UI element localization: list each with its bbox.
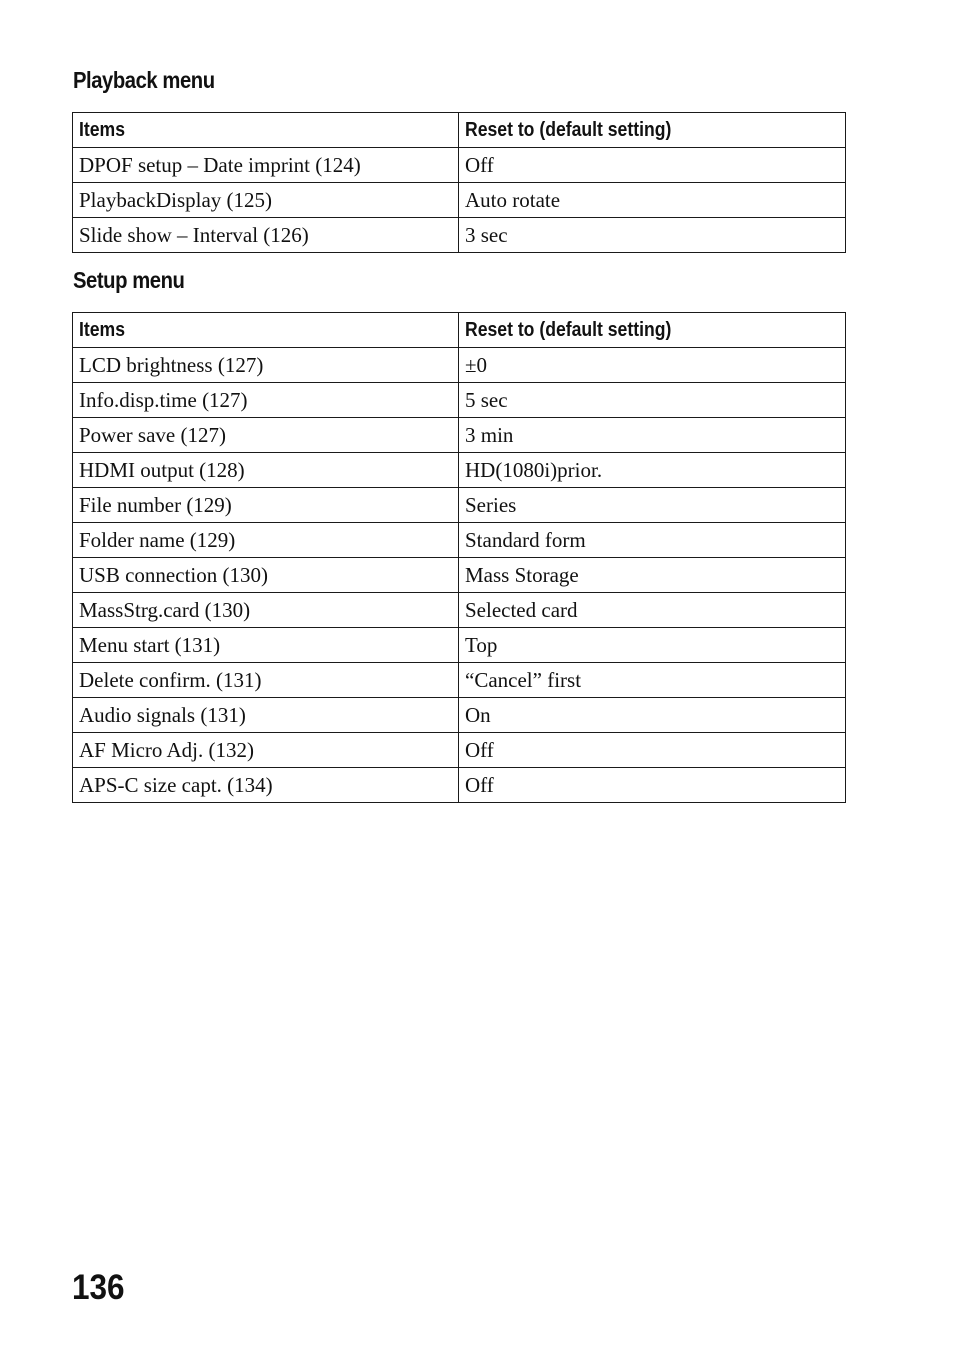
table-row xyxy=(73,698,846,733)
item-cell: AF Micro Adj. (132) xyxy=(73,733,459,768)
table-header-row xyxy=(73,113,846,148)
item-cell: Slide show – Interval (126) xyxy=(73,218,459,253)
default-setting-cell: 5 sec xyxy=(459,383,846,418)
table-row xyxy=(73,453,846,488)
default-setting-cell: ±0 xyxy=(459,348,846,383)
default-setting-cell: Series xyxy=(459,488,846,523)
table-row xyxy=(73,663,846,698)
column-header-default: Reset to (default setting) xyxy=(459,313,846,348)
column-header-items: Items xyxy=(73,313,459,348)
item-cell: HDMI output (128) xyxy=(73,453,459,488)
item-cell: Delete confirm. (131) xyxy=(73,663,459,698)
table-row xyxy=(73,558,846,593)
item-cell: File number (129) xyxy=(73,488,459,523)
table-row xyxy=(73,418,846,453)
item-cell: Menu start (131) xyxy=(73,628,459,663)
default-setting-cell: 3 min xyxy=(459,418,846,453)
table-row xyxy=(73,348,846,383)
item-cell: APS-C size capt. (134) xyxy=(73,768,459,803)
default-setting-cell: Mass Storage xyxy=(459,558,846,593)
item-cell: DPOF setup – Date imprint (124) xyxy=(73,148,459,183)
item-cell: Info.disp.time (127) xyxy=(73,383,459,418)
table-row xyxy=(73,488,846,523)
table-header-row xyxy=(73,313,846,348)
default-setting-cell: 3 sec xyxy=(459,218,846,253)
column-header-default: Reset to (default setting) xyxy=(459,113,846,148)
item-cell: USB connection (130) xyxy=(73,558,459,593)
default-setting-cell: Off xyxy=(459,768,846,803)
item-cell: PlaybackDisplay (125) xyxy=(73,183,459,218)
item-cell: Folder name (129) xyxy=(73,523,459,558)
table-row xyxy=(73,523,846,558)
item-cell: LCD brightness (127) xyxy=(73,348,459,383)
default-setting-cell: Standard form xyxy=(459,523,846,558)
item-cell: Audio signals (131) xyxy=(73,698,459,733)
default-setting-cell: Selected card xyxy=(459,593,846,628)
table-body xyxy=(73,348,846,803)
table-row xyxy=(73,733,846,768)
page-number: 136 xyxy=(72,1268,125,1307)
default-setting-cell: “Cancel” first xyxy=(459,663,846,698)
item-cell: MassStrg.card (130) xyxy=(73,593,459,628)
table-row xyxy=(73,768,846,803)
table-row xyxy=(73,148,846,183)
table-row xyxy=(73,218,846,253)
item-cell: Power save (127) xyxy=(73,418,459,453)
default-setting-cell: Off xyxy=(459,733,846,768)
default-setting-cell: On xyxy=(459,698,846,733)
playback-menu-table xyxy=(72,112,846,253)
table-row xyxy=(73,383,846,418)
setup-menu-title: Setup menu xyxy=(73,267,185,293)
playback-menu-title: Playback menu xyxy=(73,67,215,93)
default-setting-cell: Off xyxy=(459,148,846,183)
default-setting-cell: Top xyxy=(459,628,846,663)
default-setting-cell: HD(1080i)prior. xyxy=(459,453,846,488)
setup-menu-table xyxy=(72,312,846,803)
table-body xyxy=(73,148,846,253)
default-setting-cell: Auto rotate xyxy=(459,183,846,218)
table-row xyxy=(73,593,846,628)
table-row xyxy=(73,183,846,218)
column-header-items: Items xyxy=(73,113,459,148)
table-row xyxy=(73,628,846,663)
